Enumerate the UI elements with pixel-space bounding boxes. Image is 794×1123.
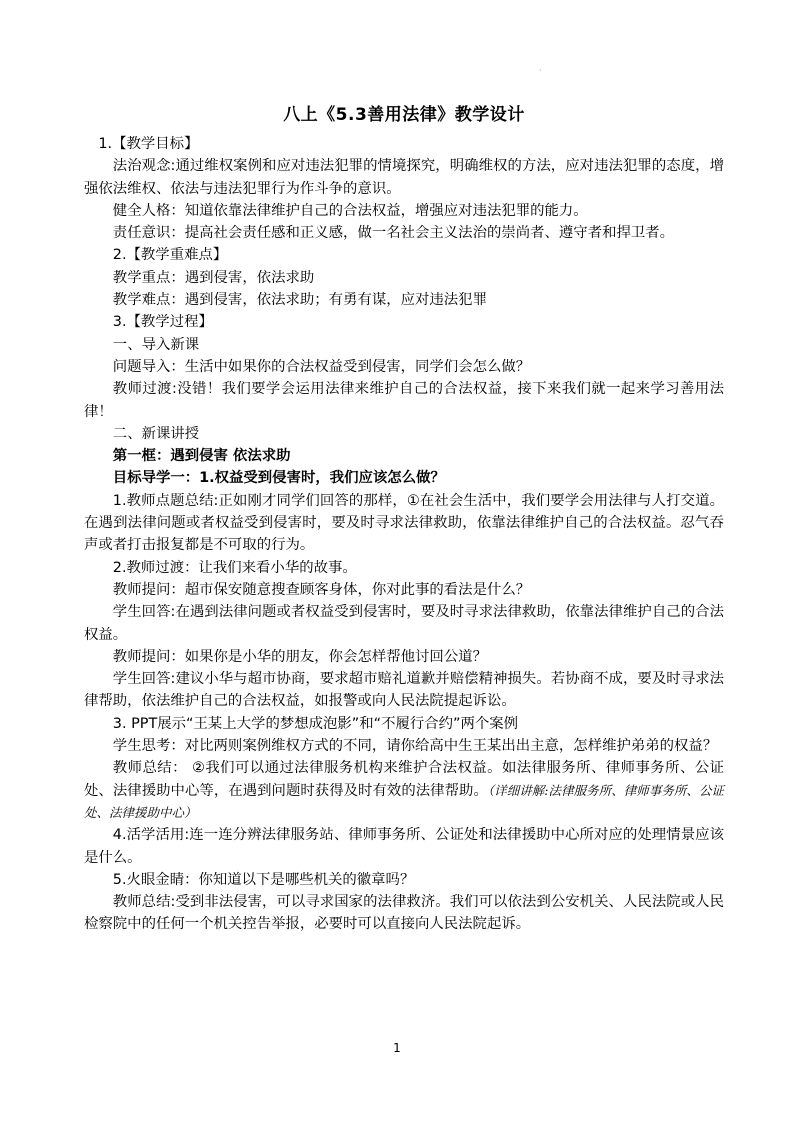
paragraph bbox=[84, 267, 724, 289]
document-body bbox=[84, 100, 724, 936]
paragraph-text: 教学重点：遇到侵害，依法求助 bbox=[112, 269, 315, 286]
paragraph-text: 2.教师过渡：让我们来看小华的故事。 bbox=[112, 559, 357, 576]
paragraph bbox=[84, 757, 724, 824]
paragraph bbox=[84, 222, 724, 244]
paragraph bbox=[84, 668, 724, 713]
paragraph bbox=[84, 378, 724, 423]
paragraph-text: 目标导学一：1.权益受到侵害时，我们应该怎么做？ bbox=[112, 470, 445, 487]
paragraph bbox=[84, 244, 724, 266]
paragraph-text: 学生回答:在遇到法律问题或者权益受到侵害时，要及时寻求法律救助，依靠法律维护自己的合法权益。 bbox=[84, 604, 724, 643]
paragraph-text: 学生思考：对比两则案例维权方式的不同，请你给高中生王某出出主意，怎样维护弟弟的权益？ bbox=[112, 738, 718, 755]
paragraph-text: 3. PPT展示“王某上大学的梦想成泡影”和“不履行合约”两个案例 bbox=[112, 715, 519, 732]
paragraph-text: 4.活学活用:连一连分辨法律服务站、律师事务所、公证处和法律援助中心所对应的处理情景应该是什么。 bbox=[84, 827, 724, 866]
paragraph-text: 教师提问：如果你是小华的朋友，你会怎样帮他讨回公道？ bbox=[112, 648, 487, 665]
paragraph bbox=[84, 445, 724, 467]
paragraph bbox=[84, 824, 724, 869]
paragraph bbox=[84, 557, 724, 579]
paragraph-text: 第一框：遇到侵害 依法求助 bbox=[112, 448, 291, 465]
document-title: 八上《5.3善用法律》教学设计 bbox=[283, 105, 525, 125]
paragraph bbox=[84, 334, 724, 356]
paragraph-text: 教师总结:受到非法侵害，可以寻求国家的法律救济。我们可以依法到公安机关、人民法院或人民检察院中的任何一个机关控告举报，必要时可以直接向人民法院起诉。 bbox=[84, 894, 724, 933]
paragraph bbox=[84, 155, 724, 200]
paragraph-text: 教师提问：超市保安随意搜查顾客身体，你对此事的看法是什么？ bbox=[112, 581, 531, 598]
paragraph bbox=[84, 490, 724, 557]
paragraph bbox=[84, 891, 724, 936]
paragraph-text: 教学难点：遇到侵害，依法求助；有勇有谋，应对违法犯罪 bbox=[112, 292, 487, 309]
paragraph bbox=[84, 467, 724, 489]
paragraph bbox=[84, 601, 724, 646]
paragraph-text: 2.【教学重难点】 bbox=[112, 247, 228, 264]
paragraph-text: 健全人格：知道依靠法律维护自己的合法权益，增强应对违法犯罪的能力。 bbox=[112, 202, 588, 219]
paragraph-text: 教师过渡:没错！我们要学会运用法律来维护自己的合法权益，接下来我们就一起来学习善用法律！ bbox=[84, 381, 724, 420]
paragraph-text: 法治观念:通过维权案例和应对违法犯罪的情境探究，明确维权的方法，应对违法犯罪的态度，增强依法维权、依法与违法犯罪行为作斗争的意识。 bbox=[84, 158, 724, 197]
paragraph bbox=[84, 869, 724, 891]
paragraph-text: 责任意识：提高社会责任感和正义感，做一名社会主义法治的崇尚者、遵守者和捍卫者。 bbox=[112, 225, 675, 242]
paragraph-text: 教师总结： ②我们可以通过法律服务机构来维护合法权益。如法律服务所、律师事务所、公证处、法律援助中心等，在遇到问题时获得及时有效的法律帮助。 bbox=[84, 760, 724, 799]
paragraph-text: 1.教师点题总结:正如刚才同学们回答的那样，①在社会生活中，我们要学会用法律与人打交道。在遇到法律问题或者权益受到侵害时，要及时寻求法律救助，依靠法律维护自己的合法权益。忍气吞声或者打击报复都是不可取的行为。 bbox=[84, 492, 724, 554]
paragraph bbox=[84, 289, 724, 311]
paragraph-list bbox=[84, 133, 724, 936]
paragraph bbox=[84, 133, 724, 155]
paragraph-text: 二、新课讲授 bbox=[112, 425, 200, 442]
paragraph-text: 3.【教学过程】 bbox=[112, 314, 213, 331]
paragraph bbox=[84, 579, 724, 601]
paragraph-text: 问题导入：生活中如果你的合法权益受到侵害，同学们会怎么做？ bbox=[112, 358, 531, 375]
paragraph-text: 5.火眼金睛：你知道以下是哪些机关的徽章吗？ bbox=[112, 871, 415, 888]
paragraph bbox=[84, 311, 724, 333]
paragraph bbox=[84, 200, 724, 222]
paragraph-text: 一、导入新课 bbox=[112, 336, 200, 353]
paragraph-text: 1.【教学目标】 bbox=[98, 136, 199, 152]
header-dot: · bbox=[539, 66, 542, 75]
paragraph bbox=[84, 356, 724, 378]
paragraph bbox=[84, 735, 724, 757]
paragraph bbox=[84, 646, 724, 668]
paragraph bbox=[84, 423, 724, 445]
paragraph-note: （详细讲解:法律服务所、律师事务所、公证处、法律援助中心） bbox=[84, 782, 724, 820]
page-number: 1 bbox=[393, 1041, 401, 1055]
paragraph-text: 学生回答:建议小华与超市协商，要求超市赔礼道歉并赔偿精神损失。若协商不成，要及时寻求法律帮助，依法维护自己的合法权益，如报警或向人民法院提起诉讼。 bbox=[84, 671, 724, 710]
paragraph bbox=[84, 713, 724, 735]
